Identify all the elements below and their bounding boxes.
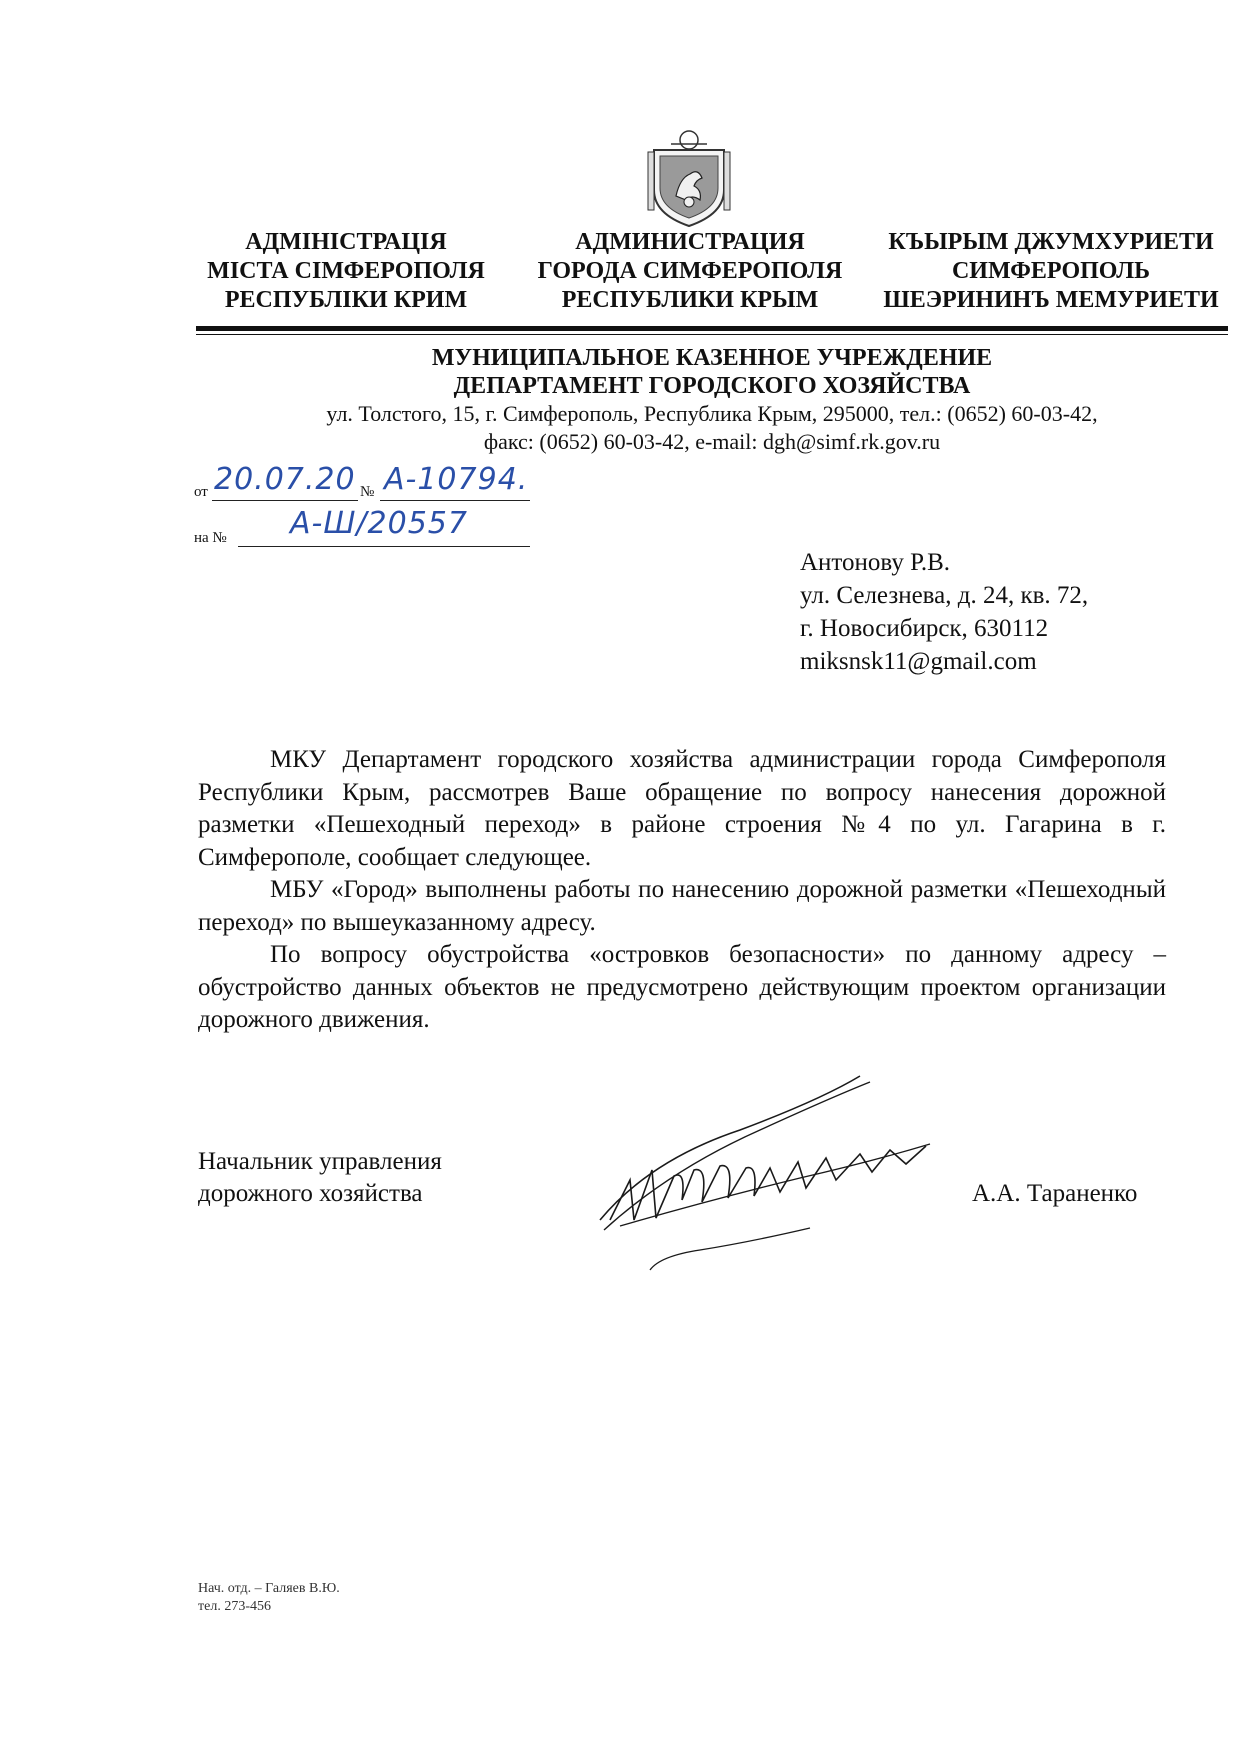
date-handwritten: 20.07.20 xyxy=(214,462,356,497)
letter-body xyxy=(198,744,1166,1037)
body-paragraph: МБУ «Город» выполнены работы по нанесению дорожной разметки «Пешеходный переход» по вышеуказанному адресу. xyxy=(198,876,1166,936)
executor-name: Нач. отд. – Галяев В.Ю. xyxy=(198,1581,340,1596)
header-crimean-tatar xyxy=(874,228,1228,315)
signer-position-line: Начальник управления xyxy=(198,1148,442,1175)
reply-number-label: на № xyxy=(194,530,227,546)
body-paragraph: МКУ Департамент городского хозяйства администрации города Симферополя Республики Крым, рассмотрев Ваше обращение по вопросу нанесения дорожной разметки «Пешеходный переход» в районе строения №4 по ул. Гагарина в г. Симферополе, сообщает следующее. xyxy=(198,746,1166,871)
body-paragraph: По вопросу обустройства «островков безопасности» по данному адресу – обустройство данных объектов не предусмотрено действующим проектом организации дорожного движения. xyxy=(198,941,1166,1033)
organization-address xyxy=(196,400,1228,456)
date-label: от xyxy=(194,484,208,500)
header-russian-line: АДМИНИСТРАЦИЯ xyxy=(575,229,805,255)
header-russian-line: ГОРОДА СИМФЕРОПОЛЯ xyxy=(537,258,843,284)
recipient-name: Антонову Р.В. xyxy=(800,549,951,576)
executor-phone: тел. 273-456 xyxy=(198,1599,271,1614)
recipient-email: miksnsk11@gmail.com xyxy=(800,648,1037,675)
date-line xyxy=(212,500,358,501)
reply-number-handwritten: А-Ш/20557 xyxy=(290,506,468,541)
signer-position-line: дорожного хозяйства xyxy=(198,1180,423,1207)
executor-info xyxy=(198,1580,340,1616)
contact-line: факс: (0652) 60-03-42, e-mail: dgh@simf.rk.gov.ru xyxy=(483,429,941,454)
header-russian-line: РЕСПУБЛИКИ КРЫМ xyxy=(561,287,819,313)
header-divider-thin xyxy=(196,334,1228,335)
header-ukrainian-line: АДМІНІСТРАЦІЯ xyxy=(245,229,447,255)
header-crimean-tatar-line: КЪЫРЫМ ДЖУМХУРИЕТИ xyxy=(888,229,1214,255)
recipient-city: г. Новосибирск, 630112 xyxy=(800,615,1049,642)
recipient-block xyxy=(800,546,1088,678)
header-ukrainian-line: МІСТА СІМФЕРОПОЛЯ xyxy=(207,258,485,284)
number-label: № xyxy=(360,484,375,500)
signer-position xyxy=(198,1146,442,1210)
organization-line: МУНИЦИПАЛЬНОЕ КАЗЕННОЕ УЧРЕЖДЕНИЕ xyxy=(431,345,993,371)
header-russian xyxy=(530,228,850,315)
reply-number-line xyxy=(238,546,530,547)
signer-name: А.А. Тараненко xyxy=(972,1180,1138,1207)
header-divider xyxy=(196,326,1228,331)
organization-line: ДЕПАРТАМЕНТ ГОРОДСКОГО ХОЗЯЙСТВА xyxy=(453,373,971,399)
organization-name xyxy=(196,344,1228,400)
coat-of-arms-icon xyxy=(646,128,732,228)
recipient-street: ул. Селезнева, д. 24, кв. 72, xyxy=(800,582,1089,609)
header-crimean-tatar-line: ШЕЭРИНИНЪ МЕМУРИЕТИ xyxy=(883,287,1219,313)
header-crimean-tatar-line: СИМФЕРОПОЛЬ xyxy=(951,258,1151,284)
number-handwritten: А-10794. xyxy=(384,462,529,497)
header-ukrainian xyxy=(196,228,496,315)
address-line: ул. Толстого, 15, г. Симферополь, Республика Крым, 295000, тел.: (0652) 60-03-42, xyxy=(326,401,1098,426)
header-ukrainian-line: РЕСПУБЛІКИ КРИМ xyxy=(224,287,468,313)
number-line xyxy=(380,500,530,501)
handwritten-signature xyxy=(590,1070,970,1280)
